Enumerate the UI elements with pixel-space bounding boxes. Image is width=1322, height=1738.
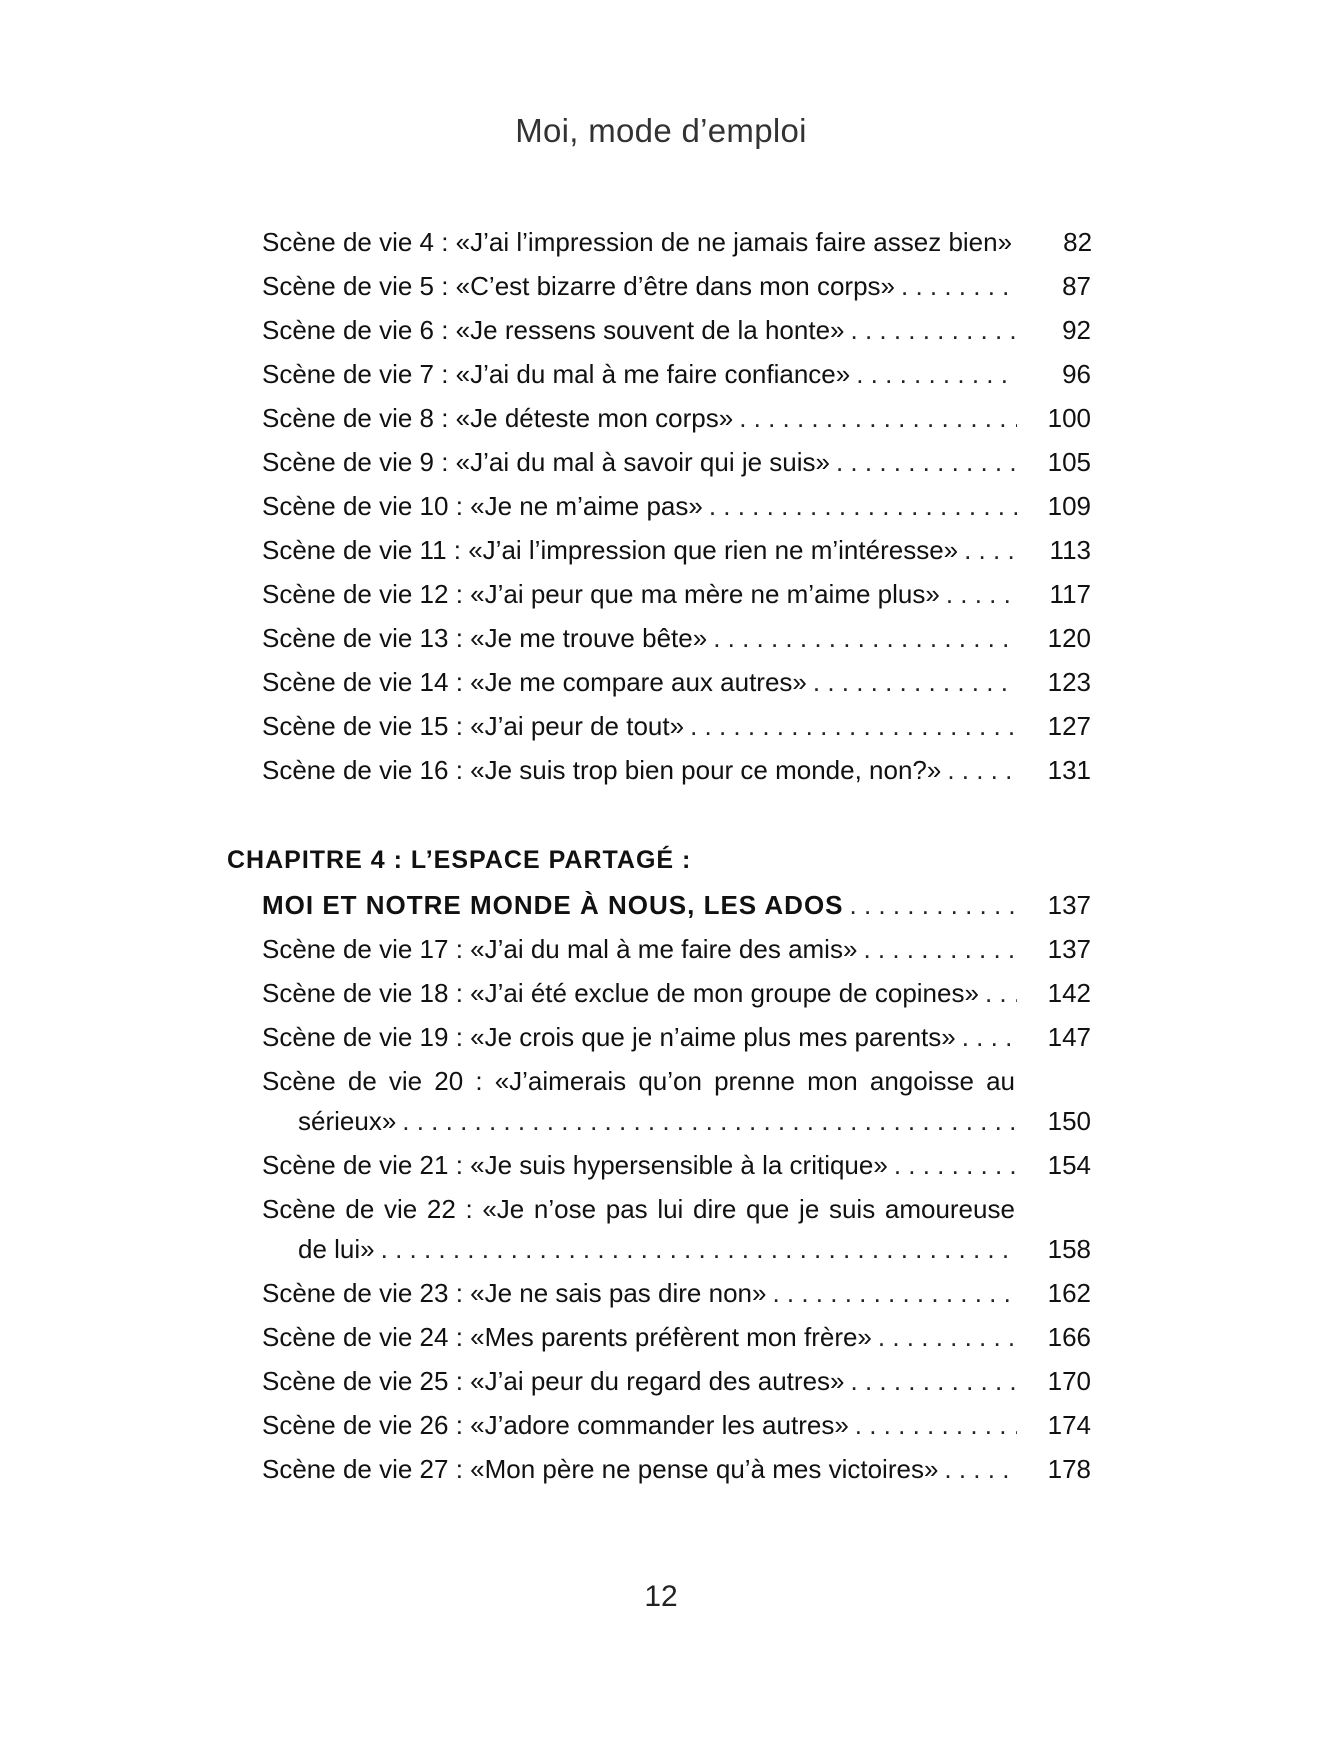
toc-entry-scene-7[interactable]: [262, 352, 1091, 396]
toc-entry-label: Scène de vie 8 : «Je déteste mon corps»: [262, 403, 734, 433]
word: Scène: [262, 1194, 336, 1224]
toc-entry-page: 120: [1047, 623, 1091, 653]
toc-entry-page: 100: [1047, 403, 1091, 433]
leader-dots: [690, 704, 1017, 748]
toc-entry-page: 170: [1047, 1366, 1091, 1396]
toc-entry-page: 117: [1049, 579, 1091, 609]
word: amoureuse: [884, 1194, 1015, 1224]
word: angoisse: [869, 1066, 974, 1096]
leader-dots: [772, 1271, 1017, 1315]
toc-entry-page: 113: [1049, 535, 1091, 565]
word: pas: [605, 1194, 648, 1224]
word: mon: [807, 1066, 858, 1096]
chapter-subtitle: MOI ET NOTRE MONDE À NOUS, LES ADOS: [262, 890, 844, 920]
leader-dots: [962, 1015, 1017, 1059]
toc-entry-label: Scène de vie 10 : «Je ne m’aime pas»: [262, 491, 703, 521]
word: dire: [692, 1194, 737, 1224]
word: n’ose: [533, 1194, 597, 1224]
toc-entry-scene-20[interactable]: [262, 1059, 1091, 1143]
word: je: [799, 1194, 820, 1224]
toc-entry-scene-26[interactable]: [262, 1403, 1091, 1447]
toc-entry-chapter-4[interactable]: [262, 883, 1091, 927]
toc-entry-page: 109: [1047, 491, 1091, 521]
toc-entry-label: Scène de vie 23 : «Je ne sais pas dire non»: [262, 1278, 767, 1308]
leader-dots: [894, 1143, 1017, 1187]
leader-dots: [402, 1099, 1017, 1143]
toc-entry-page: 137: [1047, 934, 1091, 964]
leader-dots: [856, 352, 1017, 396]
toc-entry-scene-14[interactable]: [262, 660, 1091, 704]
leader-dots: [713, 616, 1017, 660]
toc-entry-page: 147: [1047, 1022, 1091, 1052]
toc-entry-page: 162: [1047, 1278, 1091, 1308]
toc-entry-first-line: [262, 1187, 1015, 1227]
toc-entry-label: Scène de vie 25 : «J’ai peur du regard des autres»: [262, 1366, 845, 1396]
toc-entry-scene-12[interactable]: [262, 572, 1091, 616]
word: de: [345, 1194, 375, 1224]
toc-entry-label: de lui»: [298, 1234, 375, 1264]
toc-entry-page: 158: [1047, 1234, 1091, 1264]
toc-entry-label: Scène de vie 18 : «J’ai été exclue de mon groupe de copines»: [262, 978, 979, 1008]
toc-entry-scene-25[interactable]: [262, 1359, 1091, 1403]
toc-entry-label: Scène de vie 13 : «Je me trouve bête»: [262, 623, 708, 653]
toc-entry-scene-13[interactable]: [262, 616, 1091, 660]
toc-entry-label: Scène de vie 9 : «J’ai du mal à savoir qui je suis»: [262, 447, 830, 477]
toc-entry-scene-8[interactable]: [262, 396, 1091, 440]
toc-entry-scene-15[interactable]: [262, 704, 1091, 748]
toc-entry-scene-4[interactable]: [262, 220, 1091, 264]
toc-entry-label: Scène de vie 5 : «C’est bizarre d’être dans mon corps»: [262, 271, 896, 301]
toc-entry-label: Scène de vie 12 : «J’ai peur que ma mère ne m’aime plus»: [262, 579, 940, 609]
toc-entry-page: 87: [1062, 271, 1091, 301]
word: «Je: [482, 1194, 525, 1224]
toc-entry-scene-11[interactable]: [262, 528, 1091, 572]
toc-entry-label: Scène de vie 21 : «Je suis hypersensible à la critique»: [262, 1150, 888, 1180]
leader-dots: [381, 1227, 1017, 1271]
word: prenne: [714, 1066, 796, 1096]
chapter-heading[interactable]: CHAPITRE 4 : L’ESPACE PARTAGÉ :: [227, 846, 692, 874]
leader-dots: [709, 484, 1017, 528]
toc-entry-scene-22[interactable]: [262, 1187, 1091, 1271]
toc-entry-scene-5[interactable]: [262, 264, 1091, 308]
leader-dots: [944, 1447, 1017, 1491]
page-number: 12: [644, 1580, 678, 1613]
leader-dots: [813, 660, 1017, 704]
toc-entry-page: 150: [1047, 1106, 1091, 1136]
toc-entry-label: Scène de vie 16 : «Je suis trop bien pour ce monde, non?»: [262, 755, 942, 785]
toc-entry-label: Scène de vie 4 : «J’ai l’impression de ne jamais faire assez bien»: [262, 227, 1013, 257]
toc-entry-page: 166: [1047, 1322, 1091, 1352]
leader-dots: [850, 883, 1017, 927]
leader-dots: [855, 1403, 1017, 1447]
word: de: [347, 1066, 377, 1096]
word: «J’aimerais: [494, 1066, 627, 1096]
running-head: Moi, mode d’emploi: [515, 112, 807, 149]
leader-dots: [964, 528, 1017, 572]
toc-entry-scene-17[interactable]: [262, 927, 1091, 971]
toc-entry-scene-24[interactable]: [262, 1315, 1091, 1359]
toc-entry-label: Scène de vie 14 : «Je me compare aux autres»: [262, 667, 807, 697]
toc-entry-label: Scène de vie 24 : «Mes parents préfèrent mon frère»: [262, 1322, 872, 1352]
word: lui: [657, 1194, 684, 1224]
word: suis: [828, 1194, 876, 1224]
toc-entry-page: 105: [1047, 447, 1091, 477]
toc-entry-page: 92: [1062, 315, 1091, 345]
word: :: [475, 1066, 483, 1096]
toc-entry-page: 123: [1047, 667, 1091, 697]
toc-entry-page: 142: [1047, 978, 1091, 1008]
toc-entry-label: Scène de vie 11 : «J’ai l’impression que rien ne m’intéresse»: [262, 535, 959, 565]
leader-dots: [985, 971, 1017, 1015]
leader-dots: [739, 396, 1017, 440]
toc-entry-page: 82: [1063, 227, 1093, 257]
leader-dots: [836, 440, 1017, 484]
toc-entry-label: Scène de vie 15 : «J’ai peur de tout»: [262, 711, 685, 741]
toc-entry-scene-21[interactable]: [262, 1143, 1091, 1187]
toc-entry-scene-16[interactable]: [262, 748, 1091, 792]
toc-entry-label: sérieux»: [298, 1106, 397, 1136]
toc-entry-page: 174: [1047, 1410, 1091, 1440]
leader-dots: [901, 264, 1017, 308]
leader-dots: [947, 748, 1017, 792]
toc-entry-label: Scène de vie 27 : «Mon père ne pense qu’à mes victoires»: [262, 1454, 939, 1484]
toc-entry-label: Scène de vie 19 : «Je crois que je n’aime plus mes parents»: [262, 1022, 956, 1052]
leader-dots: [851, 1359, 1018, 1403]
toc-entry-page: 178: [1047, 1454, 1091, 1484]
leader-dots: [946, 572, 1017, 616]
word: que: [746, 1194, 790, 1224]
toc-entry-page: 131: [1047, 755, 1091, 785]
toc-entry-scene-6[interactable]: [262, 308, 1091, 352]
toc-entry-scene-23[interactable]: [262, 1271, 1091, 1315]
leader-dots: [851, 308, 1018, 352]
toc-entry-page: 137: [1047, 890, 1091, 920]
toc-entry-label: Scène de vie 17 : «J’ai du mal à me faire des amis»: [262, 934, 858, 964]
toc-entry-scene-18[interactable]: [262, 971, 1091, 1015]
toc-entry-page: 127: [1047, 711, 1091, 741]
toc-entry-label: Scène de vie 6 : «Je ressens souvent de la honte»: [262, 315, 845, 345]
toc-entry-scene-9[interactable]: [262, 440, 1091, 484]
word: au: [986, 1066, 1015, 1096]
word: 22: [426, 1194, 456, 1224]
toc-entry-page: 154: [1047, 1150, 1091, 1180]
toc-entry-page: 96: [1062, 359, 1091, 389]
toc-entry-first-line: [262, 1059, 1015, 1099]
word: qu’on: [638, 1066, 702, 1096]
word: vie: [383, 1194, 418, 1224]
word: Scène: [262, 1066, 336, 1096]
word: vie: [388, 1066, 423, 1096]
toc-entry-label: Scène de vie 7 : «J’ai du mal à me faire confiance»: [262, 359, 851, 389]
toc-entry-label: Scène de vie 26 : «J’adore commander les autres»: [262, 1410, 849, 1440]
toc-entry-scene-10[interactable]: [262, 484, 1091, 528]
word: 20: [434, 1066, 464, 1096]
leader-dots: [863, 927, 1017, 971]
leader-dots: [878, 1315, 1017, 1359]
toc-entry-scene-27[interactable]: [262, 1447, 1091, 1491]
word: :: [465, 1194, 473, 1224]
toc-entry-scene-19[interactable]: [262, 1015, 1091, 1059]
